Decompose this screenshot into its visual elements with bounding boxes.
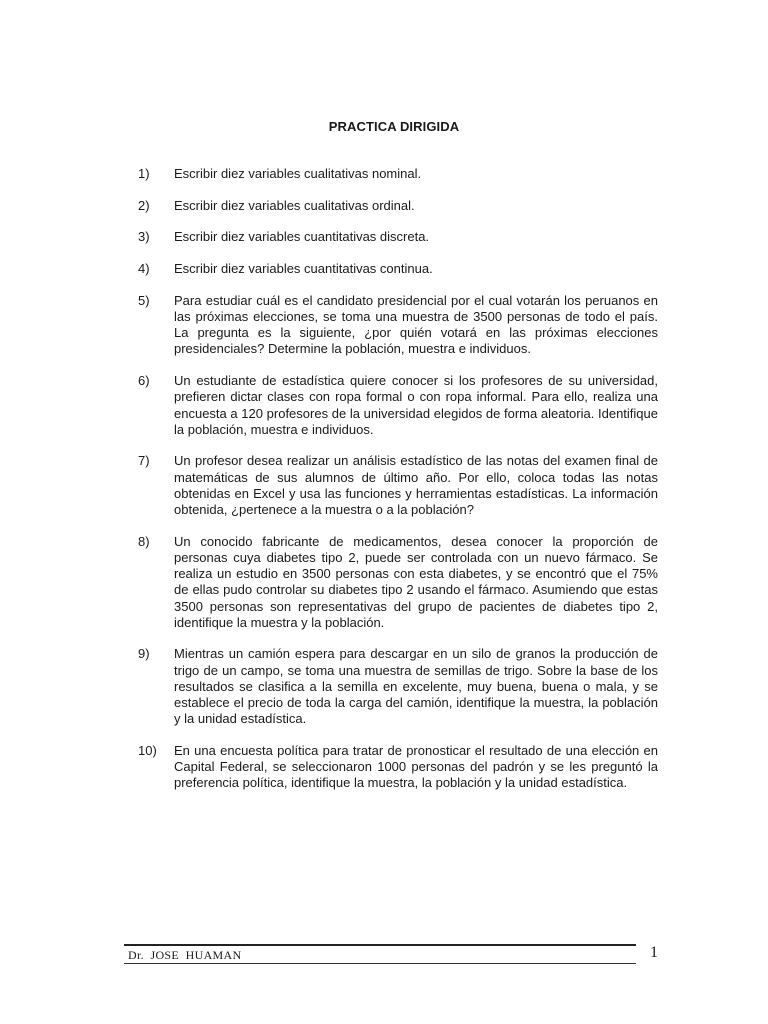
list-item [138,534,658,631]
item-text: Un estudiante de estadística quiere conocer si los profesores de su universidad, prefieren dictar clases con ropa formal o con ropa informal. Para ello, realiza una encuesta a 120 profesores de la universidad elegidos de forma aleatoria. Identifique la población, muestra e individuos. [174,373,658,437]
item-text: Escribir diez variables cualitativas ordinal. [174,197,415,213]
list-item [138,198,658,214]
footer-author: Dr. JOSE HUAMAN [128,948,242,962]
list-item [138,229,658,245]
item-text: Para estudiar cuál es el candidato presidencial por el cual votarán los peruanos en las próximas elecciones, se toma una muestra de 3500 personas de todo el país. La pregunta es la siguiente, ¿por quién votará en las próximas elecciones presidenciales? Determine la población, muestra e individuos. [174,292,658,357]
list-item [138,373,658,438]
item-text: Escribir diez variables cuantitativas discreta. [174,229,430,245]
list-item [138,453,658,518]
footer-divider [124,944,636,946]
list-item [138,743,658,792]
list-item [138,261,658,277]
item-number: 10) [138,742,157,758]
item-number: 1) [138,166,150,181]
list-item [138,646,658,727]
item-number: 9) [138,646,150,662]
item-number: 2) [138,197,150,213]
page-title: PRACTICA DIRIGIDA [328,119,460,134]
list-item [138,166,658,182]
item-number: 8) [138,533,150,549]
item-text: Escribir diez variables cualitativas nominal. [174,166,422,181]
item-number: 3) [138,229,150,245]
exercise-list [138,166,658,807]
item-number: 5) [138,292,150,308]
item-text: En una encuesta política para tratar de pronosticar el resultado de una elección en Capital Federal, se seleccionaron 1000 personas del padrón y se les preguntó la preferencia política, identifique la muestra, la población y la unidad estadística. [174,742,658,791]
page-number: 1 [650,944,658,961]
item-number: 6) [138,373,150,389]
item-text: Un profesor desea realizar un análisis estadístico de las notas del examen final de matemáticas de sus alumnos de último año. Por ello, coloca todas las notas obtenidas en Excel y usa las funciones y herramientas estadísticas. La información obtenida, ¿pertenece a la muestra o a la población? [174,453,658,518]
item-number: 4) [138,261,150,277]
item-number: 7) [138,453,150,469]
list-item [138,293,658,358]
item-text: Mientras un camión espera para descargar en un silo de granos la producción de trigo de un campo, se toma una muestra de semillas de trigo. Sobre la base de los resultados se clasifica a la semilla en excelente, muy buena, buena o mala, y se establece el precio de toda la carga del camión, identifique la muestra, la población y la unidad estadística. [174,646,658,727]
item-text: Un conocido fabricante de medicamentos, desea conocer la proporción de personas cuya diabetes tipo 2, puede ser controlada con un nuevo fármaco. Se realiza un estudio en 3500 personas con esta diabetes, y se encontró que el 75% de ellas pudo controlar su diabetes tipo 2 usando el fármaco. Asumiendo que estas 3500 personas son representativas del grupo de pacientes de diabetes tipo 2, identifique la muestra y la población. [174,533,658,630]
item-text: Escribir diez variables cuantitativas continua. [174,261,433,277]
footer-underline [124,963,636,964]
